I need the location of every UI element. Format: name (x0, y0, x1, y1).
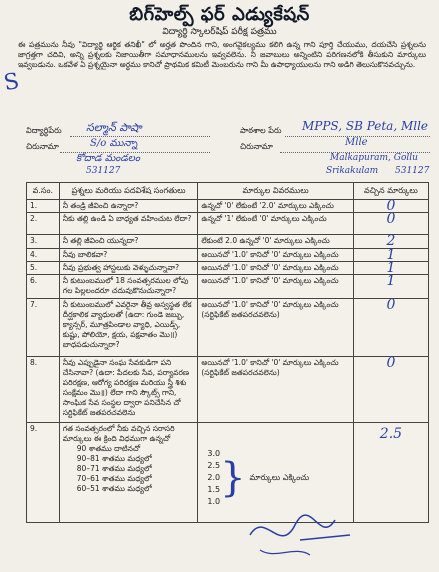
range-item: 90 శాతము దాటినచో (76, 444, 141, 453)
school-name-value: MPPS, SB Peta, Mlle (302, 119, 429, 133)
student-name-value: సల్మాన్ పాషా (86, 121, 142, 134)
range-item: 90–81 శాతము మధ్యలో (76, 454, 152, 463)
row-mark: 2 (353, 235, 428, 249)
row-scoring: ఉన్నచో '1' లేకుంటే '0' మార్కులు ఎక్కించు (198, 213, 354, 235)
row-question: నీ కుటుంబములో ఎవరైనా తీవ్ర అస్వస్థత లేక దీర్ఘకాలిక వ్యాధులతో (ఉదా: గుండె జబ్బు, క్యాన్సర్, మూత్రపిండాల వ్యాధి, ఎయిడ్స్, కుష్టు, పోలియో, క్షయ, పక్షవాతం మొ॥) బాధపడుచున్నారా? (59, 299, 198, 357)
score-rule: మార్కులు ఎక్కించు (249, 473, 310, 482)
row-question (59, 423, 198, 523)
school-address-value-2: Malkapuram, Gollu (330, 153, 418, 163)
row-mark: 1 (353, 249, 428, 262)
row-scoring: అయినచో '1.0' కానిచో '0' మార్కులు ఎక్కించు (198, 275, 354, 299)
row-mark: 1 (353, 275, 428, 299)
row-mark: 0 (353, 299, 428, 357)
margin-handwritten-mark: S (1, 68, 22, 97)
table-row (27, 423, 429, 523)
row-question: నీకు తల్లి ఉండి ఏ బాధ్యత వహించుట లేదా? (59, 213, 198, 235)
col-header-no: వ.సం. (27, 183, 60, 200)
signature (240, 505, 360, 565)
row-question: నీవు బాలికవా? (59, 249, 198, 262)
brace-mark: } (220, 455, 246, 501)
row-mark: 0 (353, 213, 428, 235)
range-list (63, 444, 195, 494)
table-row (27, 200, 429, 213)
intro-paragraph: ఈ పత్రమును నీవు "విద్యార్థి ఆర్థిక తనిఖీ" లో అర్హత పొందిన గాని, అంగవైకల్యము కలిగి ఉన్న గాని పూర్తి చేయుము, దయచేసి ప్రశ్నలను జాగ్రత్తగా చదివి, అన్ని ప్రశ్నలకు నిజాయితీగా సమాధానములను ఇవ్వవలెను. నీ జవాబులు అన్నింటిని పరిగణనలోకి తీసుకుని మార్కులు ఇవ్వబడును. ఒకవేళ ఏ ప్రశ్నయైనా అర్థము కానిచో ప్రాథమిక కమిటీ మెంబరును గాని మీ ఉపాధ్యాయులను గాని అడిగి తెలుసుకొనవచ్చును. (18, 40, 426, 69)
row-number: 7. (27, 299, 60, 357)
row-mark: 2.5 (353, 423, 428, 523)
row-question: నీవు ప్రభుత్వ హాస్టలుకు వెళ్ళుచున్నావా? (59, 262, 198, 275)
col-header-question: ప్రశ్నలు మరియు పదవిశేష సంగతులు (59, 183, 198, 200)
range-item: 70–61 శాతము మధ్యలో (76, 474, 152, 483)
row-mark: 0 (353, 357, 428, 423)
score-item: 2.0 (207, 473, 221, 482)
table-header-row (27, 183, 429, 200)
row-mark: 1 (353, 262, 428, 275)
row-number: 8. (27, 357, 60, 423)
document-title: బిగ్‌హెల్ప్ ఫర్ ఎడ్యుకేషన్ (129, 4, 310, 25)
score-item: 3.0 (207, 449, 221, 458)
row-number: 9. (27, 423, 60, 523)
row-question: నీ తండ్రి జీవించి ఉన్నారా? (59, 200, 198, 213)
school-address-value-3: Srikakulam (326, 166, 379, 176)
row-question: నీ కుటుంబములో 18 సంవత్సరముల లోపు గల పిల్లలందరూ చదువుకొనుచున్నారా? (59, 275, 198, 299)
table-row (27, 299, 429, 357)
row-scoring: అయినచో '1.0' కానిచో '0' మార్కులు ఎక్కించు (సర్టిఫికేట్ జతపరచవలెను) (198, 357, 354, 423)
table-row (27, 235, 429, 249)
range-item: 60–51 శాతము మధ్యలో (76, 484, 152, 493)
row-question: నీ తల్లి జీవించి యున్నదా? (59, 235, 198, 249)
address-line-1: S/o మున్నా (90, 138, 138, 149)
table-row (27, 262, 429, 275)
table-row (27, 357, 429, 423)
school-pincode: 531127 (395, 166, 430, 176)
row-number: 4. (27, 249, 60, 262)
row-number: 2. (27, 213, 60, 235)
col-header-marks: వచ్చిన మార్కులు (353, 183, 428, 200)
school-name-label: పాఠశాల పేరు (240, 126, 282, 135)
row-scoring: అయినచో '1.0' కానిచో '0' మార్కులు ఎక్కించు (198, 249, 354, 262)
score-item: 1.5 (207, 485, 221, 494)
school-address-value-1: Mlle (345, 137, 368, 148)
score-item: 2.5 (207, 461, 221, 470)
row-question: నీవు ఎప్పుడైనా సంఘ సేవకుడిగా పని చేసినావా? (ఉదా: పేదలకు సేవ, పర్యావరణ పరిరక్షణ, ఆరోగ్య పరిరక్షణ మరియు స్త్రీ శిశు సంక్షేమం మొ॥) లేదా గాని స్కౌట్స్ గాని, సాంఘిక సేవ సంస్థల ద్వారా పనిచేసిన చో సర్టిఫికేట్ జతపరచవలెను (59, 357, 198, 423)
row-scoring: లేకుంటే 2.0 ఉన్నచో '0' మార్కులు ఎక్కించు (198, 235, 354, 249)
row-scoring: అయినచో '1.0' కానిచో '0' మార్కులు ఎక్కించు (సర్టిఫికేట్ జతపరచవలెను) (198, 299, 354, 357)
address-label: చిరునామా (26, 142, 59, 151)
address-line-2: కోదాడ మండలం (76, 153, 140, 164)
table-row (27, 213, 429, 235)
col-header-answer: మార్కుల వివరములు (198, 183, 354, 200)
row-scoring: ఉన్నచో '0' లేకుంటే '2.0' మార్కులు ఎక్కించు (198, 200, 354, 213)
student-name-label: విద్యార్థిపేరు (26, 126, 62, 135)
row-number: 5. (27, 262, 60, 275)
address-line-3: 531127 (86, 166, 121, 176)
table-row (27, 275, 429, 299)
row-number: 6. (27, 275, 60, 299)
assessment-table (26, 182, 429, 523)
row-mark: 0 (353, 200, 428, 213)
school-address-label: చిరునామా (240, 142, 273, 151)
row-scoring: అయినచో '1.0' కానిచో '0' మార్కులు ఎక్కించు (198, 262, 354, 275)
row-number: 1. (27, 200, 60, 213)
score-list (201, 448, 220, 508)
range-item: 80–71 శాతము మధ్యలో (76, 464, 152, 473)
row-question-text: గత సంవత్సరంలో నీకు వచ్చిన సరాసరి మార్కులు ఈ క్రింది విధముగా ఉన్నచో (62, 424, 175, 443)
score-item: 1.0 (207, 497, 221, 506)
table-row (27, 249, 429, 262)
row-number: 3. (27, 235, 60, 249)
document-subtitle: విద్యార్థి స్కాలర్‌షిప్ పరీక్ష పత్రము (162, 27, 277, 37)
